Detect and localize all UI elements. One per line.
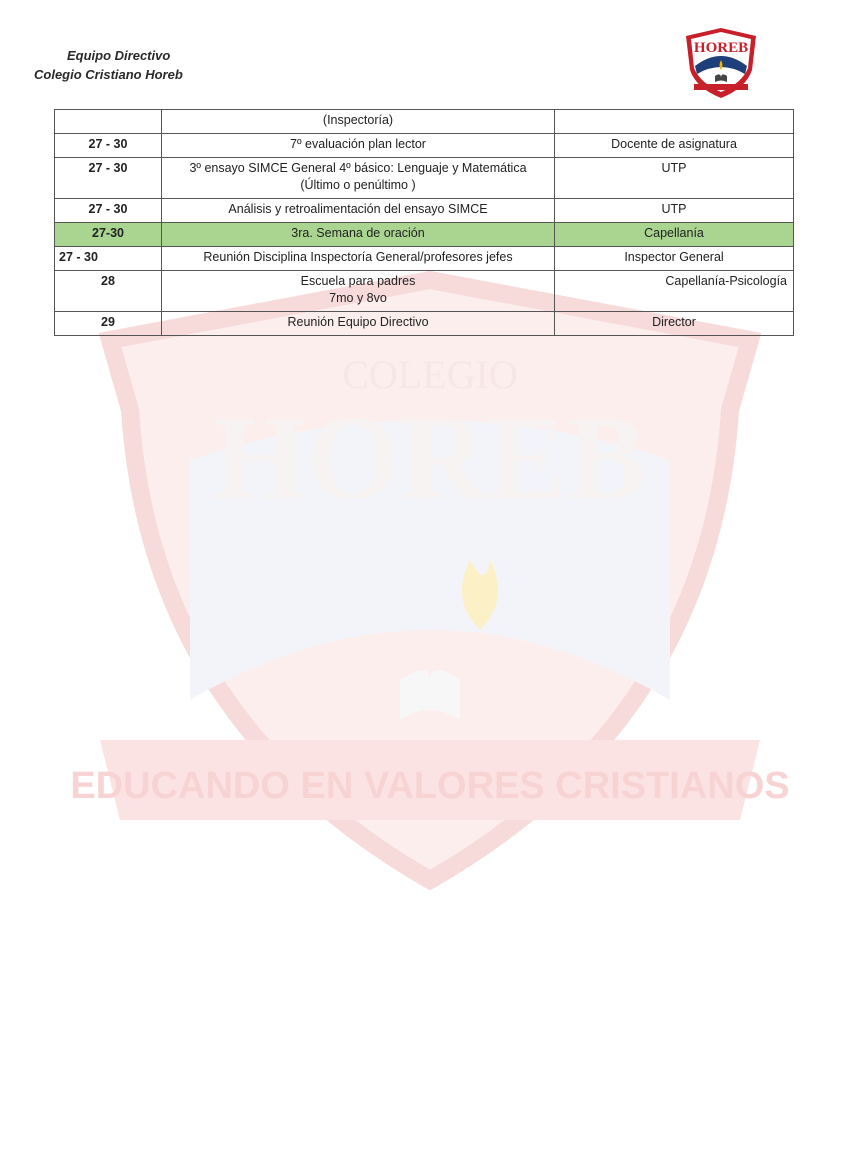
header-line-team: Equipo Directivo xyxy=(67,48,171,63)
responsible-cell: Inspector General xyxy=(555,247,794,271)
watermark-crest xyxy=(70,260,790,900)
watermark-title: HOREB xyxy=(213,391,647,524)
watermark-motto: EDUCANDO EN VALORES CRISTIANOS xyxy=(70,765,790,807)
table-row xyxy=(55,312,794,336)
schedule-table xyxy=(54,109,794,336)
activity-cell: Reunión Equipo Directivo xyxy=(162,312,555,336)
watermark-small-text: COLEGIO xyxy=(342,352,518,397)
activity-line: Escuela para padres xyxy=(300,274,416,288)
table-row xyxy=(55,134,794,158)
responsible-cell: Capellanía-Psicología xyxy=(555,271,794,312)
activity-cell: 7º evaluación plan lector xyxy=(162,134,555,158)
responsible-cell: Director xyxy=(555,312,794,336)
activity-cell: (Inspectoría) xyxy=(162,110,555,134)
table-row xyxy=(55,271,794,312)
responsible-cell: Docente de asignatura xyxy=(555,134,794,158)
date-cell: 27 - 30 xyxy=(55,134,162,158)
responsible-cell: Capellanía xyxy=(555,223,794,247)
activity-cell xyxy=(162,271,555,312)
logo-name: HOREB xyxy=(693,40,749,56)
date-cell: 27 - 30 xyxy=(55,199,162,223)
responsible-cell: UTP xyxy=(555,158,794,199)
date-cell xyxy=(55,110,162,134)
date-cell: 27 - 30 xyxy=(55,158,162,199)
date-cell: 29 xyxy=(55,312,162,336)
activity-line-2: 7mo y 8vo xyxy=(329,291,387,305)
table-row xyxy=(55,199,794,223)
date-cell: 28 xyxy=(55,271,162,312)
table-row xyxy=(55,247,794,271)
activity-cell xyxy=(162,158,555,199)
activity-cell: Reunión Disciplina Inspectoría General/profesores jefes xyxy=(162,247,555,271)
table-row xyxy=(55,158,794,199)
responsible-cell: UTP xyxy=(555,199,794,223)
date-cell: 27 - 30 xyxy=(55,247,162,271)
document-header xyxy=(34,46,183,84)
activity-cell: 3ra. Semana de oración xyxy=(162,223,555,247)
activity-cell: Análisis y retroalimentación del ensayo SIMCE xyxy=(162,199,555,223)
table-row-highlighted xyxy=(55,223,794,247)
date-cell: 27-30 xyxy=(55,223,162,247)
responsible-cell xyxy=(555,110,794,134)
activity-line: 3º ensayo SIMCE General 4º básico: Lenguaje y Matemática xyxy=(189,161,527,175)
header-line-school: Colegio Cristiano Horeb xyxy=(34,67,183,82)
table-row xyxy=(55,110,794,134)
activity-line-2: (Último o penúltimo ) xyxy=(300,178,416,192)
school-logo xyxy=(682,26,760,100)
